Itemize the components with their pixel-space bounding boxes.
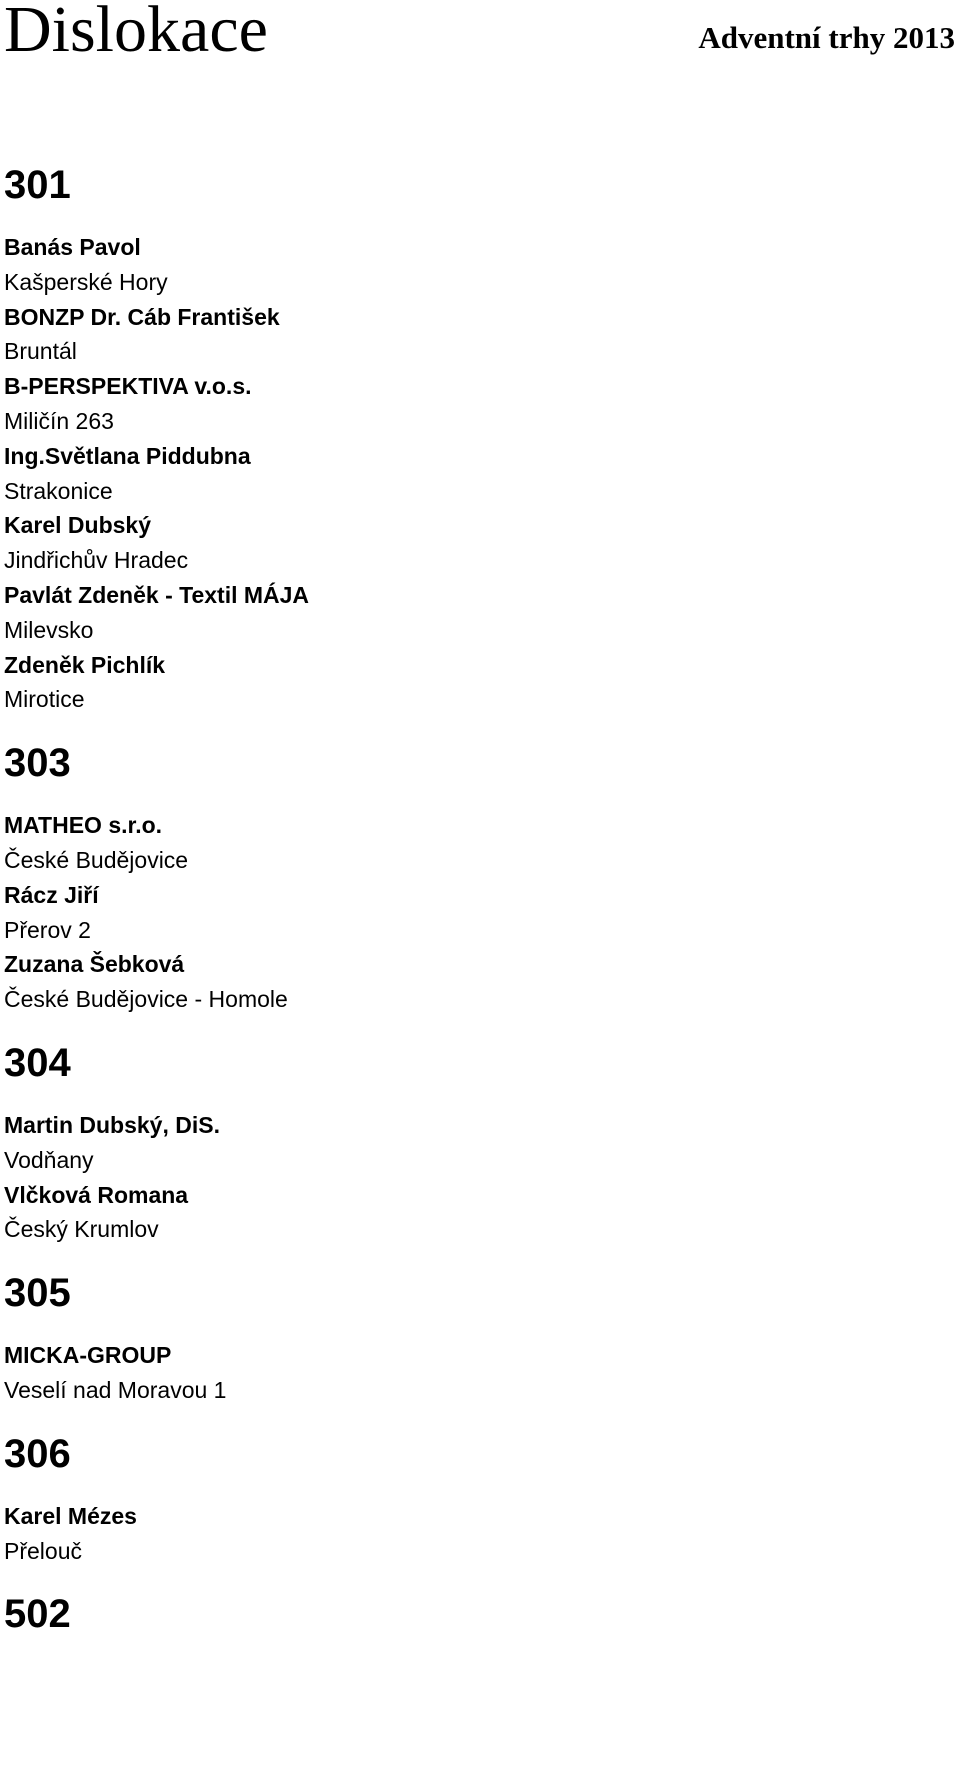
vendor-name: MICKA-GROUP [4, 1342, 172, 1369]
vendor-location: Milevsko [4, 616, 94, 643]
vendor-location: Český Krumlov [4, 1216, 159, 1243]
vendor-entry [4, 1338, 944, 1408]
vendor-location: Přerov 2 [4, 916, 91, 943]
stand-section [4, 161, 944, 717]
vendor-entry [4, 578, 944, 648]
stand-number: 305 [4, 1271, 71, 1316]
vendor-name: Zuzana Šebková [4, 951, 185, 978]
stand-number: 301 [4, 163, 71, 207]
vendor-name: Karel Dubský [4, 512, 152, 539]
vendor-location: Přelouč [4, 1537, 82, 1564]
vendor-location: Kašperské Hory [4, 268, 168, 295]
vendor-entry [4, 1108, 944, 1178]
vendor-location: České Budějovice [4, 846, 189, 873]
vendor-entry [4, 300, 944, 370]
vendor-location: Mirotice [4, 686, 85, 713]
vendor-entry [4, 1499, 944, 1569]
vendor-name: Ing.Světlana Piddubna [4, 442, 251, 469]
vendor-entry [4, 947, 944, 1017]
page-title: Dislokace [4, 0, 268, 66]
vendor-name: Vlčková Romana [4, 1181, 189, 1208]
vendor-location: České Budějovice - Homole [4, 986, 288, 1013]
vendor-name: Martin Dubský, DiS. [4, 1111, 220, 1138]
page-subtitle: Adventní trhy 2013 [698, 20, 955, 55]
vendor-location: Veselí nad Moravou 1 [4, 1376, 227, 1403]
vendor-entry [4, 878, 944, 948]
vendor-location: Jindřichův Hradec [4, 547, 189, 574]
section-list [4, 161, 944, 1660]
stand-number: 502 [4, 1592, 71, 1637]
vendor-name: Banás Pavol [4, 234, 141, 260]
vendor-entry [4, 369, 944, 439]
vendor-name: Karel Mézes [4, 1502, 137, 1529]
vendor-entry [4, 1178, 944, 1248]
vendor-entry [4, 230, 944, 300]
vendor-name: Zdeněk Pichlík [4, 651, 166, 678]
stand-number: 303 [4, 741, 71, 786]
stand-number: 306 [4, 1431, 71, 1476]
stand-section [4, 1269, 944, 1408]
vendor-name: Pavlát Zdeněk - Textil MÁJA [4, 581, 310, 608]
vendor-location: Miličín 263 [4, 407, 114, 434]
vendor-entry [4, 508, 944, 578]
vendor-location: Strakonice [4, 477, 113, 504]
vendor-location: Vodňany [4, 1146, 94, 1173]
vendor-location: Bruntál [4, 338, 77, 365]
vendor-entry [4, 648, 944, 718]
vendor-name: MATHEO s.r.o. [4, 812, 163, 839]
vendor-entry [4, 808, 944, 878]
vendor-name: BONZP Dr. Cáb František [4, 303, 280, 330]
vendor-name: Rácz Jiří [4, 881, 99, 908]
stand-section [4, 739, 944, 1017]
stand-section [4, 1039, 944, 1247]
stand-section [4, 1430, 944, 1569]
stand-number: 304 [4, 1040, 71, 1085]
vendor-entry [4, 439, 944, 509]
vendor-name: B-PERSPEKTIVA v.o.s. [4, 373, 252, 400]
stand-section [4, 1590, 944, 1638]
